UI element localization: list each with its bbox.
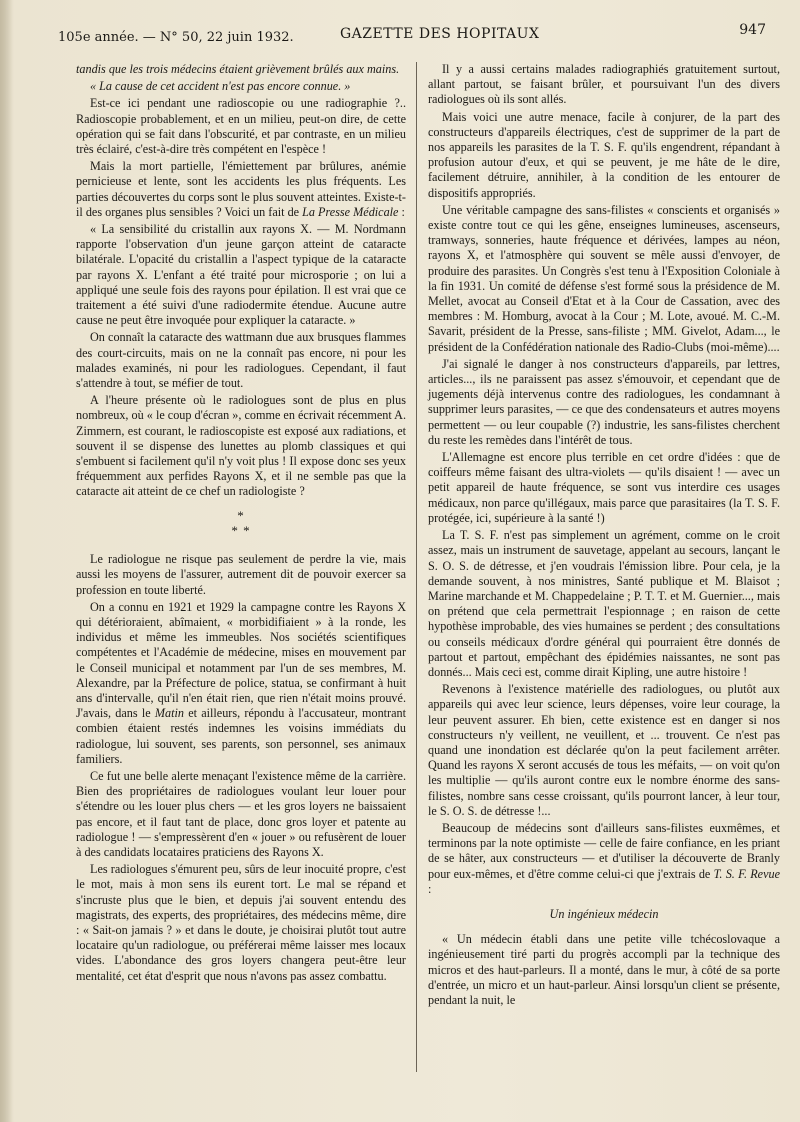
source-title: Matin <box>154 706 184 721</box>
source-title: T. S. F. Revue <box>713 866 780 881</box>
section-separator: * * * <box>231 507 251 538</box>
paragraph: J'ai signalé le danger à nos constructeurs d'appareils, par lettres, articles..., ils ne paraissent pas assez s'émouvoir, et cependant que de jugements déjà intervenus contre des radiologues, les condamnant à supprimer leurs parasites, — ce que des condensateurs et autres moyens permettent — ou leur coupable (?) industrie, les sans-filistes cherchent du reste les remèdes dans l'intérêt de tous. <box>428 356 780 447</box>
paragraph: L'Allemagne est encore plus terrible en cet ordre d'idées : que de coiffeurs même faisant des ultra-violets — qu'ils disaient ! — avec un petit appareil de haute fréquence, se sont vus interdire ces usages médicaux, non parce qu'illégaux, mais parce que parasitaires (la T. S. F. protégée, ici, supérieure à la santé !) <box>428 450 780 525</box>
paragraph: Mais la mort partielle, l'émiettement par brûlures, anémie pernicieuse et lente, sont les accidents les plus fréquents. Les parties découvertes du corps sont le plus souvent atteintes. Existe-t-il des organes plus sensibles ? Voici un fait de La Presse Médicale : <box>76 159 406 219</box>
quotation: « Un médecin établi dans une petite ville tchécoslovaque a ingénieusement tiré parti du progrès accompli par la technique des micros et des haut-parleurs. Il a monté, dans le mur, à côté de sa porte d'entrée, un micro et un haut-parleur. Ainsi lorsqu'un client se présente, pendant la nuit, le <box>428 932 780 1007</box>
page-number: 947 <box>739 22 766 38</box>
publication-title: GAZETTE DES HOPITAUX <box>340 26 540 42</box>
paragraph: La T. S. F. n'est pas simplement un agrément, comme on le croit assez, mais un instrument de sauvetage, appelant au secours, lançant le S. O. S. de détresse, et j'en voudrais l'émission libre. Pour cela, je la demande souvent, à nos ministres, Santé publique et M. Blaisot ; Marine marchande et M. Chappedelaine ; P. T. T. et M. Guernier..., mais on prétend que cela permettrait l'espionnage ; en raison de cette hypothèse improbable, des vies humaines se perdent ; des consultations ou conseils médicaux d'ordre général qui pourraient être donnés de partout et partout, empêchant des épidémies naissantes, ne sont pas donnés... Mais ceci est, comme dirait Kipling, une autre histoire ! <box>428 528 780 679</box>
paragraph <box>76 62 406 77</box>
paragraph: Est-ce ici pendant une radioscopie ou une radiographie ?.. Radioscopie probablement, et en un milieu, peut-on dire, de cette opération qui se fait dans l'obscurité, et par contraste, en un milieu très éclairé, c'est-à-dire très compétent en l'espèce ! <box>76 96 406 157</box>
italic-text: « La cause de cet accident n'est pas encore connue. » <box>90 79 351 94</box>
quotation: « La sensibilité du cristallin aux rayons X. — M. Nordmann rapporte l'observation d'un jeune garçon atteint de cataracte bilatérale. L'opacité du cristallin a l'aspect typique de la cataracte par rayons X. L'enfant a été traité pour microsporie ; on lui a appliqué une seule fois des rayons pour épilation. Il est vrai que ce traitement a été suivi d'une radiodermite étendue. Aucune autre cause ne peut être invoquée pour expliquer la cataracte. » <box>76 222 406 328</box>
paragraph: On connaît la cataracte des wattmann due aux brusques flammes des court-circuits, mais on ne la connaît pas encore, ni pour les malades examinés, ni pour les radiologues. Cependant, il faut s'attendre à tout, se méfier de tout. <box>76 330 406 391</box>
paragraph: Ce fut une belle alerte menaçant l'existence même de la carrière. Bien des propriétaires de radiologues voulant leur louer pour s'étendre ou les louer plus chers — et les gros loyers ne baissaient pas encore, et il faut tant de place, donc gros loyer et patente au radiologue ! — s'empressèrent d'en « jouer » ou refusèrent de louer à des candidats locataires praticiens des Rayons X. <box>76 768 406 859</box>
left-column <box>76 62 406 986</box>
subheading: Un ingénieux médecin <box>549 906 659 921</box>
paragraph: Revenons à l'existence matérielle des radiologues, ou plutôt aux appareils qui avec leur science, leurs dépenses, voire leur courage, la leur peuvent assurer. Eh bien, cette existence est en danger si nos constructeurs n'y veillent, ne veuillent, et ... trouvent. Ce n'est pas quand une inondation est déclarée qu'on la peut facilement arrêter. Quand les rayons X seront accusés de tous les méfaits, — on voit qu'on les multiplie — qu'ils auront contre eux le nombre énorme des sans-filistes, nombre sans cesse croissant, qu'ils pourront lancer, à leur tour, le S. O. S. de détresse !... <box>428 682 780 818</box>
paragraph: On a connu en 1921 et 1929 la campagne contre les Rayons X qui détérioraient, abîmaient, « morbidifiaient » à la ronde, les individus et même les immeubles. Nos sociétés scientifiques compétentes et l'Académie de médecine, mises en mouvement par le Conseil municipal et notamment par l'un de ses membres, M. Alexandre, par la Préfecture de police, statua, se confirmant à huit ans d'intervalle, qu'il n'en était rien, que rien n'était moins prouvé. J'avais, dans le Matin et ailleurs, répondu à l'accusateur, montrant combien étaient restés indemnes les voisins immédiats du radiologue, lui souvent, ses parents, son personnel, ses animaux familiers. <box>76 599 406 766</box>
issue-info: 105e année. — N° 50, 22 juin 1932. <box>58 30 294 45</box>
page-header <box>58 22 770 48</box>
paragraph: Il y a aussi certains malades radiographiés gratuitement surtout, allant partout, se faisant brûler, et poursuivant l'un des divers radiologues où ils sont allés. <box>428 62 780 107</box>
paragraph: Le radiologue ne risque pas seulement de perdre la vie, mais aussi les moyens de l'assurer, autrement dit de pouvoir exercer sa profession en toute liberté. <box>76 552 406 597</box>
paragraph: Mais voici une autre menace, facile à conjurer, de la part des constructeurs d'appareils électriques, c'est de supprimer de la part de nos appareils les parasites de la T. S. F. qu'ils engendrent, répandant à profusion autour d'eux, et qui se peuvent, je me hâte de le dire, facilement détruire, annihiler, à la condition de les entourer de dispositifs appropriés. <box>428 109 780 200</box>
source-title: La Presse Médicale <box>302 204 399 219</box>
column-divider <box>416 62 417 1072</box>
paragraph: Une véritable campagne des sans-filistes « conscients et organisés » existe contre tout ce qui les gêne, enseignes lumineuses, ascenseurs, tramways, sonneries, haute fréquence et dérivées, lampes au néon, rayons X, et l'atmosphère qui souvent se mêle aussi d'envoyer, de produire des parasites. Un Congrès s'est tenu à l'Exposition Coloniale à la fin 1931. Un comité de défense s'est formé sous la présidence de M. Mellet, avocat au Conseil d'Etat et à la Cour de Cassation, avec des membres : M. Homburg, avocat à la Cour ; M. Lote, avoué. M. C.-M. Savarit, président de la Presse, sans-filiste ; MM. Givelot, Adam..., le président de la Confédération nationale des Radio-Clubs (moi-même).... <box>428 202 780 354</box>
paragraph <box>76 79 406 94</box>
paragraph: A l'heure présente où le radiologues sont de plus en plus nombreux, où « le coup d'écran », comme en écrivait récemment A. Zimmern, est courant, le radioscopiste est exposé aux radiations, et souvent il se dispense des lunettes au plomb classiques et qui s'embuent si facilement qu'il n'y voit plus ! Il expose donc ses yeux fréquemment aux perfides Rayons X, et il ne semble pas que la cataracte ait atteint de ce chef un radiologiste ? <box>76 393 406 499</box>
right-column <box>428 62 780 1010</box>
paragraph: Les radiologues s'émurent peu, sûrs de leur inocuité propre, c'est le mot, mais à mon sens ils eurent tort. Le mal se répand et s'incruste plus que le bien, et depuis j'ai souvent entendu des magistrats, des experts, des propriétaires, des médecins même, dire : « Sait-on jamais ? » et dans le doute, je choisirai plutôt tout autre locataire qu'un radiologue, ou préférerai même laisser mes locaux vides. L'abondance des gros loyers changera peut-être leur mentalité, cet état d'esprit que nous n'avons pas assez combattu. <box>76 862 406 983</box>
binding-shadow <box>0 0 14 1122</box>
paragraph: Beaucoup de médecins sont d'ailleurs sans-filistes euxmêmes, et terminons par la note optimiste — celle de faire confiance, en les priant de se hâter, aux constructeurs — et d'utiliser la découverte de Branly pour eux-mêmes, et d'être comme celui-ci que j'extrais de T. S. F. Revue : <box>428 820 780 896</box>
italic-text: tandis que les trois médecins étaient grièvement brûlés aux mains. <box>76 62 400 76</box>
